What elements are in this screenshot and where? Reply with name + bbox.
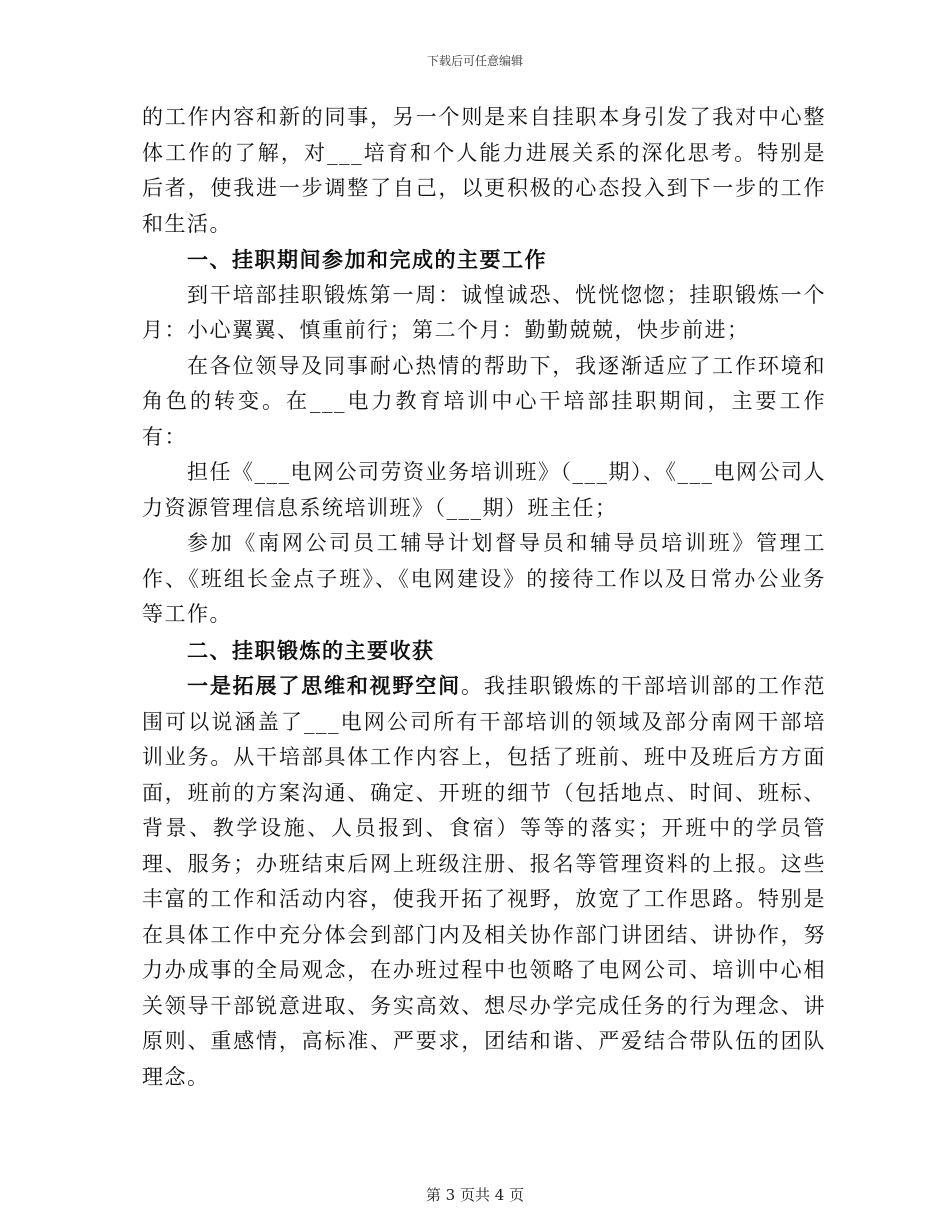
paragraph-adaptation: 在各位领导及同事耐心热情的帮助下，我逐渐适应了工作环境和角色的转变。在___电力教育培训中心干培部挂职期间，主要工作有：	[142, 353, 826, 449]
section-heading-1: 一、挂职期间参加和完成的主要工作	[187, 247, 547, 272]
page-footer: 第 3 页共 4 页	[425, 1186, 525, 1204]
paragraph-gains-body: 。我挂职锻炼的干部培训部的工作范围可以说涵盖了___电网公司所有干部培训的领域及部分南网干部培训业务。从干培部具体工作内容上，包括了班前、班中及班后方方面面，班前的方案沟通、确定、开班的细节（包括地点、时间、班标、背景、教学设施、人员报到、食宿）等等的落实；开班中的学员管理、服务；办班结束后网上班级注册、报名等管理资料的上报。这些丰富的工作和活动内容，使我开拓了视野，放宽了工作思路。特别是在具体工作中充分体会到部门内及相关协作部门讲团结、讲协作，努力办成事的全局观念，在办班过程中也领略了电网公司、培训中心相关领导干部锐意进取、务实高效、想尽办学完成任务的行为理念、讲原则、重感情，高标准、严要求，团结和谐、严爱结合带队伍的团队理念。	[142, 674, 826, 1089]
paragraph-gains	[142, 668, 826, 1095]
paragraph-continuation: 的工作内容和新的同事，另一个则是来自挂职本身引发了我对中心整体工作的了解，对___培育和个人能力进展关系的深化思考。特别是后者，使我进一步调整了自己，以更积极的心态投入到下一步的工作和生活。	[142, 105, 826, 236]
paragraph-class-teacher: 担任《___电网公司劳资业务培训班》（___期）、《___电网公司人力资源管理信息系统培训班》（___期）班主任；	[142, 460, 826, 520]
document-body	[142, 100, 826, 1095]
section-heading-2: 二、挂职锻炼的主要收获	[187, 637, 435, 663]
paragraph-gains-lead: 一是拓展了思维和视野空间	[187, 673, 461, 698]
page-header: 下载后可任意编辑	[426, 54, 523, 68]
paragraph-first-week: 到干培部挂职锻炼第一周：诚惶诚恐、恍恍惚惚；挂职锻炼一个月：小心翼翼、慎重前行；第二个月：勤勤兢兢，快步前进；	[142, 282, 826, 342]
paragraph-participation: 参加《南网公司员工辅导计划督导员和辅导员培训班》管理工作、《班组长金点子班》、《电网建设》的接待工作以及日常办公业务等工作。	[142, 531, 826, 626]
